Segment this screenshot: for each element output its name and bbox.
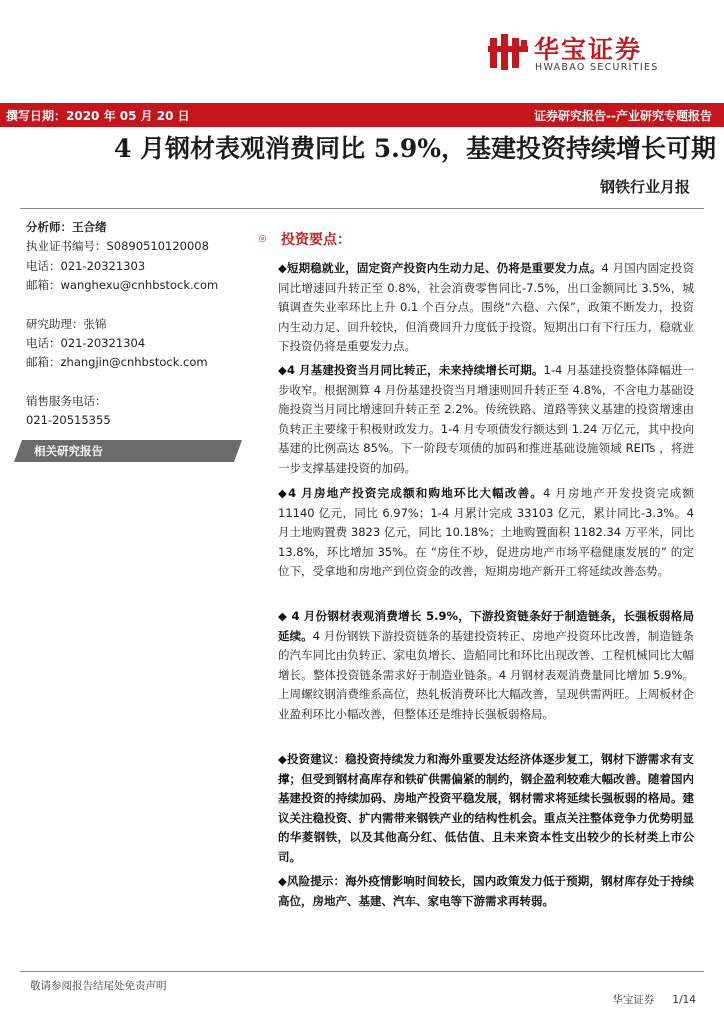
key-points-heading (256, 228, 351, 249)
analyst-cert: 执业证书编号：S0890510120008 (26, 239, 209, 254)
key-point-paragraph (278, 361, 694, 479)
footer-disclaimer: 敬请参阅报告结尾处免责声明 (30, 980, 167, 992)
analyst-email[interactable]: 邮箱：wanghexu@cnhbstock.com (26, 278, 219, 293)
company-logo (488, 30, 718, 80)
key-point-lead: ◆短期稳就业，固定资产投资内生动力足、仍将是重要发力点。 (278, 261, 602, 275)
investment-advice-text: ◆投资建议：稳投资持续发力和海外重要发达经济体逐步复工，钢材下游需求有支撑；但受到钢材高库存和铁矿供需偏紧的制约，钢企盈利较难大幅改善。随着国内基建投资的持续加码、房地产投资平稳发展，钢材需求将延续长强板弱的格局。建议关注稳投资、扩内需带来钢铁产业的结构性机会。重点关注整体竞争力优势明显的华菱钢铁，以及其他高分红、低估值、且未来资本性支出较少的长材类上市公司。 (278, 752, 694, 864)
header-divider (20, 208, 704, 209)
related-reports-tag: 相关研究报告 (34, 444, 103, 458)
header-red-bar (0, 103, 724, 127)
key-points-title: 投资要点： (281, 231, 351, 248)
logo-chinese-name: 华宝证券 (534, 35, 643, 64)
report-date: 撰写日期：2020 年 05 月 20 日 (6, 109, 190, 123)
page-number: 1/14 (672, 994, 696, 1006)
key-point-lead: ◆4 月基建投资当月同比转正，未来持续增长可期。 (278, 363, 544, 377)
logo-english-name: HWABAO SECURITIES (535, 62, 659, 73)
analyst-phone: 电话：021-20321303 (26, 258, 146, 273)
assistant-phone: 电话：021-20321304 (26, 336, 146, 351)
sales-phone: 021-20515355 (26, 413, 111, 428)
report-type: 证券研究报告--产业研究专题报告 (534, 109, 712, 123)
sales-label: 销售服务电话： (26, 393, 107, 408)
investment-advice (278, 750, 694, 868)
key-point-body: 4 月国内固定投资同比增速回升转正至 0.8%，社会消费零售同比-7.5%，出口金额同比 3.5%，城镇调查失业率环比上升 0.1 个百分点。围绕“六稳、六保”，政策不断发力，投资内生动力足、回升较快，但消费回升力度低于投资。短期出口有下行压力，稳就业下投资仍将是重要发力点。 (278, 261, 694, 354)
key-point-body: 1-4 月基建投资整体降幅进一步收窄。根据测算 4 月份基建投资当月增速则回升转正至 4.8%，不含电力基础设施投资当月同比增速回升转正至 2.2%。传统铁路、道路等狭义基建的投资增速由负转正主要缘于积极财政发力。1-4 月专项债发行额达到 1.24 万亿元，其中投向基建的比例高达 85%。下一阶段专项债的加码和推进基础设施领域 REITs ，将进一步支撑基建投资的加码。 (278, 363, 694, 475)
risk-warning (278, 872, 694, 911)
footer-company: 华宝证券 (612, 994, 655, 1006)
footer-right (612, 992, 696, 1007)
report-title: 4 月钢材表观消费同比 5.9%，基建投资持续增长可期 (113, 134, 716, 163)
analyst-info (26, 218, 241, 431)
hwabao-logo-icon (488, 32, 528, 72)
key-point-paragraph (278, 484, 694, 582)
key-point-paragraph (278, 259, 694, 357)
key-point-paragraph (278, 607, 694, 725)
report-subtitle: 钢铁行业月报 (599, 178, 690, 196)
target-icon: ◎ (258, 233, 267, 244)
key-point-body: 4 月房地产开发投资完成额 11140 亿元，同比 6.97%；1-4 月累计完成 33103 亿元，累计同比-3.3%。4 月土地购置费 3823 亿元，同比 10.18%；土地购置面积 1182.34 万平米，同比 13.8%，环比增加 35%。在 “房住不炒，促进房地产市场平稳健康发展的” 的定位下，受拿地和房地产到位资金的改善，短期房地产新开工将延续改善态势。 (278, 486, 694, 579)
key-point-lead: ◆ 4 月份钢材表观消费增长 5.9%，下游投资链条好于制造链条，长强板弱格局延续。 (278, 609, 694, 643)
assistant-email[interactable]: 邮箱：zhangjin@cnhbstock.com (26, 355, 208, 370)
assistant-name: 研究助理：张锦 (26, 316, 107, 331)
key-point-body: 4 月份钢铁下游投资链条的基建投资转正、房地产投资环比改善，制造链条的汽车同比由负转正、家电负增长、造船同比和环比出现改善、工程机械同比大幅增长。整体投资链条需求好于制造业链条。4 月钢材表观消费量同比增加 5.9%。 上周螺纹钢消费维系高位，热轧板消费环比大幅改善，呈现供需两旺。上周板材企业盈利环比小幅改善，但整体还是维持长强板弱格局。 (278, 628, 695, 721)
risk-warning-text: ◆风险提示：海外疫情影响时间较长，国内政策发力低于预期，钢材库存处于持续高位，房地产、基建、汽车、家电等下游需求再转弱。 (278, 874, 694, 908)
footer-divider (20, 971, 704, 972)
key-point-lead: ◆4 月房地产投资完成额和购地环比大幅改善。 (278, 486, 544, 500)
analyst-name: 分析师：王合绪 (26, 220, 107, 234)
